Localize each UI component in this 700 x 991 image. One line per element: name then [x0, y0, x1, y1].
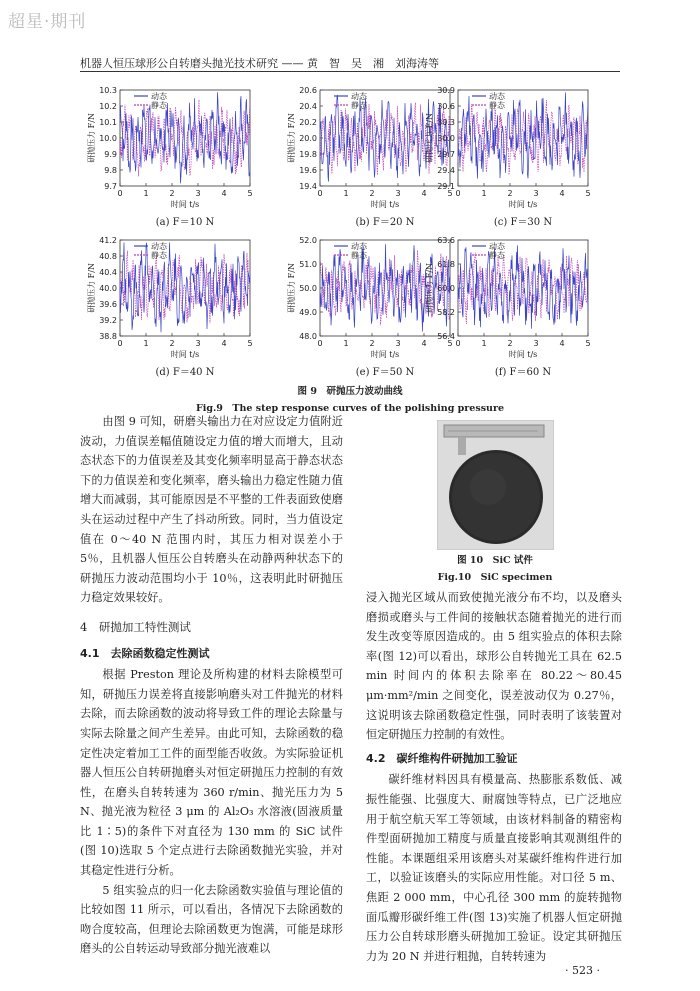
x-tick-label: 3: [533, 189, 539, 198]
x-tick-label: 2: [507, 189, 513, 198]
x-tick-label: 0: [455, 339, 461, 348]
y-axis-label: 研抛压力 F/N: [87, 263, 96, 313]
y-tick-label: 9.7: [104, 182, 117, 191]
x-tick-label: 2: [169, 189, 175, 198]
x-tick-label: 5: [247, 339, 253, 348]
x-axis-label: 时间 t/s: [370, 200, 400, 209]
x-tick-label: 2: [369, 189, 375, 198]
dynamic-trace: [120, 92, 250, 183]
x-tick-label: 3: [395, 189, 401, 198]
legend-dynamic-label: 动态: [489, 92, 505, 101]
y-tick-label: 10.3: [99, 86, 117, 95]
y-tick-label: 39.6: [99, 300, 117, 309]
x-tick-label: 5: [585, 339, 591, 348]
y-tick-label: 52.0: [299, 236, 317, 245]
panel-caption: (c) F＝30 N: [493, 217, 553, 228]
x-tick-label: 1: [481, 189, 487, 198]
y-tick-label: 50.0: [299, 284, 317, 293]
y-tick-label: 20.2: [299, 118, 317, 127]
y-tick-label: 51.0: [299, 260, 317, 269]
x-tick-label: 3: [395, 339, 401, 348]
x-tick-label: 1: [343, 339, 349, 348]
figure-9-caption: [80, 383, 620, 414]
header-rule: [80, 71, 620, 72]
section-heading-4-1: 4.1 去除函数稳定性测试: [80, 646, 210, 660]
y-tick-label: 29.1: [437, 182, 455, 191]
paragraph: 浸入抛光区域从而致使抛光液分布不均，以及磨头磨损或磨头与工件间的接触状态随着抛光的进行而发生改变等原因造成的。由 5 组实验点的体积去除率(图 12)可以看出，球形公自转抛光工具在 62.5 min 时间内的体积去除率在 80.22～80.45 μm·mm²/min 之间变化，误差波动仅为 0.27％，这说明该去除函数稳定性强，同时表明了该装置对恒定研抛压力控制的有效性。: [366, 591, 622, 742]
figure-9-caption-en: Fig.9 The step response curves of the polishing pressure: [195, 403, 504, 414]
panel-caption: (e) F＝50 N: [355, 367, 415, 378]
y-axis-label: 研抛压力 F/N: [425, 263, 434, 313]
panel-caption: (a) F＝10 N: [155, 217, 215, 228]
x-tick-label: 2: [369, 339, 375, 348]
y-tick-label: 40.0: [99, 284, 117, 293]
x-axis-label: 时间 t/s: [170, 200, 200, 209]
y-axis-label: 研抛压力 F/N: [287, 113, 296, 163]
y-tick-label: 48.0: [299, 332, 317, 341]
y-tick-label: 20.6: [299, 86, 317, 95]
x-tick-label: 2: [507, 339, 513, 348]
y-tick-label: 40.8: [99, 252, 117, 261]
panel-caption: (d) F＝40 N: [155, 367, 215, 378]
y-tick-label: 61.8: [437, 260, 455, 269]
x-tick-label: 3: [195, 339, 201, 348]
legend-dynamic-label: 动态: [151, 92, 167, 101]
paragraph: 由图 9 可知，研磨头输出力在对应设定力值附近波动，力值误差幅值随设定力值的增大而增大，且动态状态下的力值误差及其变化频率明显高于静态状态下的力值误差和变化频率，磨头输出力稳定性随力值增大而减弱，其可能原因是不平整的工件表面致使磨头在运动过程中产生了抖动所致。同时，当力值设定值在 0～40 N 范围内时，其压力相对误差小于 5％，且机器人恒压公自转磨头在动静两种状态下的研抛压力波动范围均小于 10％，这表明此时研抛压力稳定效果较好。: [80, 415, 343, 605]
figure-9-panel: [80, 238, 270, 378]
y-tick-label: 58.2: [437, 308, 455, 317]
section-heading-4-2: 4.2 碳纤维构件研抛加工验证: [366, 751, 518, 765]
x-tick-label: 5: [447, 189, 453, 198]
x-tick-label: 1: [481, 339, 487, 348]
y-tick-label: 29.4: [437, 166, 455, 175]
y-tick-label: 10.0: [99, 134, 117, 143]
x-tick-label: 3: [195, 189, 201, 198]
figure-9-panel: [80, 88, 270, 228]
y-axis-label: 研抛压力 F/N: [425, 113, 434, 163]
x-tick-label: 3: [533, 339, 539, 348]
x-tick-label: 4: [421, 339, 427, 348]
y-tick-label: 40.4: [99, 268, 117, 277]
y-tick-label: 29.7: [437, 150, 455, 159]
legend-static-label: 静态: [151, 251, 167, 260]
y-tick-label: 19.6: [299, 166, 317, 175]
y-tick-label: 30.6: [437, 102, 455, 111]
y-tick-label: 39.2: [99, 316, 117, 325]
figure-10-caption: [395, 552, 595, 583]
y-tick-label: 60.0: [437, 284, 455, 293]
running-header: 机器人恒压球形公自转磨头抛光技术研究 —— 黄 智 吴 湘 刘海涛等: [80, 57, 439, 70]
figure-10-caption-cn: 图 10 SiC 试件: [457, 555, 533, 566]
legend-dynamic-label: 动态: [351, 92, 367, 101]
page-number: · 523 ·: [565, 964, 600, 977]
legend-static-label: 静态: [351, 251, 367, 260]
legend-dynamic-label: 动态: [151, 242, 167, 251]
y-tick-label: 41.2: [99, 236, 117, 245]
legend-dynamic-label: 动态: [351, 242, 367, 251]
y-tick-label: 20.4: [299, 102, 317, 111]
figure-9-caption-cn: 图 9 研抛压力波动曲线: [297, 386, 403, 397]
x-axis-label: 时间 t/s: [170, 350, 200, 359]
section-heading-4: 4 研抛加工特性测试: [80, 619, 191, 634]
sic-specimen-photo: [437, 420, 554, 550]
x-tick-label: 0: [317, 339, 323, 348]
x-tick-label: 0: [317, 189, 323, 198]
legend-static-label: 静态: [151, 101, 167, 110]
y-tick-label: 9.9: [104, 150, 117, 159]
x-tick-label: 1: [143, 339, 149, 348]
x-tick-label: 4: [421, 189, 427, 198]
left-column: [80, 412, 343, 959]
figure-9-panel: [418, 238, 608, 378]
x-tick-label: 4: [559, 339, 565, 348]
paragraph: 根据 Preston 理论及所构建的材料去除模型可知，研抛压力误差将直接影响磨头对工件抛光的材料去除，而去除函数的波动将导致工件的理论去除量与实际去除量之间产生差异。由此可知，去除函数的稳定性决定着加工工件的面型能否收敛。为实际验证机器人恒压公自转研抛磨头对恒定研抛压力控制的有效性，在磨头自转转速为 360 r/min、抛光压力为 5 N、抛光液为粒径 3 μm 的 Al₂O₃ 水溶液(固液质量比 1∶5)的条件下对直径为 130 mm 的 SiC 试件(图 10)选取 5 个定点进行去除函数抛光实验，并对其稳定性进行分析。: [80, 668, 343, 878]
y-tick-label: 10.1: [99, 118, 117, 127]
legend-static-label: 静态: [489, 101, 505, 110]
x-tick-label: 0: [117, 339, 123, 348]
legend-dynamic-label: 动态: [489, 242, 505, 251]
dynamic-trace: [458, 92, 588, 178]
y-tick-label: 10.2: [99, 102, 117, 111]
x-tick-label: 1: [343, 189, 349, 198]
y-tick-label: 19.8: [299, 150, 317, 159]
y-tick-label: 30.9: [437, 86, 455, 95]
y-axis-label: 研抛压力 F/N: [287, 263, 296, 313]
panel-caption: (f) F＝60 N: [494, 367, 552, 378]
y-tick-label: 20.0: [299, 134, 317, 143]
x-tick-label: 5: [585, 189, 591, 198]
x-tick-label: 0: [455, 189, 461, 198]
y-tick-label: 56.4: [437, 332, 455, 341]
x-axis-label: 时间 t/s: [508, 350, 538, 359]
x-axis-label: 时间 t/s: [370, 350, 400, 359]
y-tick-label: 30.0: [437, 134, 455, 143]
y-tick-label: 30.3: [437, 118, 455, 127]
legend-static-label: 静态: [489, 251, 505, 260]
y-axis-label: 研抛压力 F/N: [87, 113, 96, 163]
y-tick-label: 49.0: [299, 308, 317, 317]
x-tick-label: 5: [247, 189, 253, 198]
x-tick-label: 2: [169, 339, 175, 348]
y-tick-label: 38.8: [99, 332, 117, 341]
watermark-logo: 超星·期刊: [8, 12, 87, 32]
legend-static-label: 静态: [351, 101, 367, 110]
y-tick-label: 63.6: [437, 236, 455, 245]
x-tick-label: 4: [221, 189, 227, 198]
panel-caption: (b) F＝20 N: [355, 217, 415, 228]
x-tick-label: 0: [117, 189, 123, 198]
x-axis-label: 时间 t/s: [508, 200, 538, 209]
paragraph: 碳纤维材料因具有模量高、热膨胀系数低、减振性能强、比强度大、耐腐蚀等特点，已广泛地应用于航空航天军工等领域，由该材料制备的精密构件型面研抛加工精度与质量直接影响其观测组件的性能。本课题组采用该磨头对某碳纤维构件进行加工，以验证该磨头的实际应用性能。对口径 5 m、焦距 2 000 mm，中心孔径 300 mm 的旋转抛物面瓜瓣形碳纤维工件(图 13)实施了机器人恒定研抛压力公自转球形磨头研抛加工验证。设定其研抛压力为 20 N 并进行粗抛，自转转速为: [366, 773, 622, 963]
figure-9-panel: [418, 88, 608, 228]
x-tick-label: 4: [221, 339, 227, 348]
y-tick-label: 19.4: [299, 182, 317, 191]
y-tick-label: 9.8: [104, 166, 117, 175]
x-tick-label: 1: [143, 189, 149, 198]
paragraph: 5 组实验点的归一化去除函数实验值与理论值的比较如图 11 所示，可以看出，各情况下去除函数的吻合度较高，但理论去除函数更为饱满，可能是球形磨头的公自转运动导致部分抛光液难以: [80, 883, 343, 956]
figure-10-caption-en: Fig.10 SiC specimen: [437, 572, 553, 583]
right-column: [366, 588, 622, 966]
x-tick-label: 4: [559, 189, 565, 198]
x-tick-label: 5: [447, 339, 453, 348]
